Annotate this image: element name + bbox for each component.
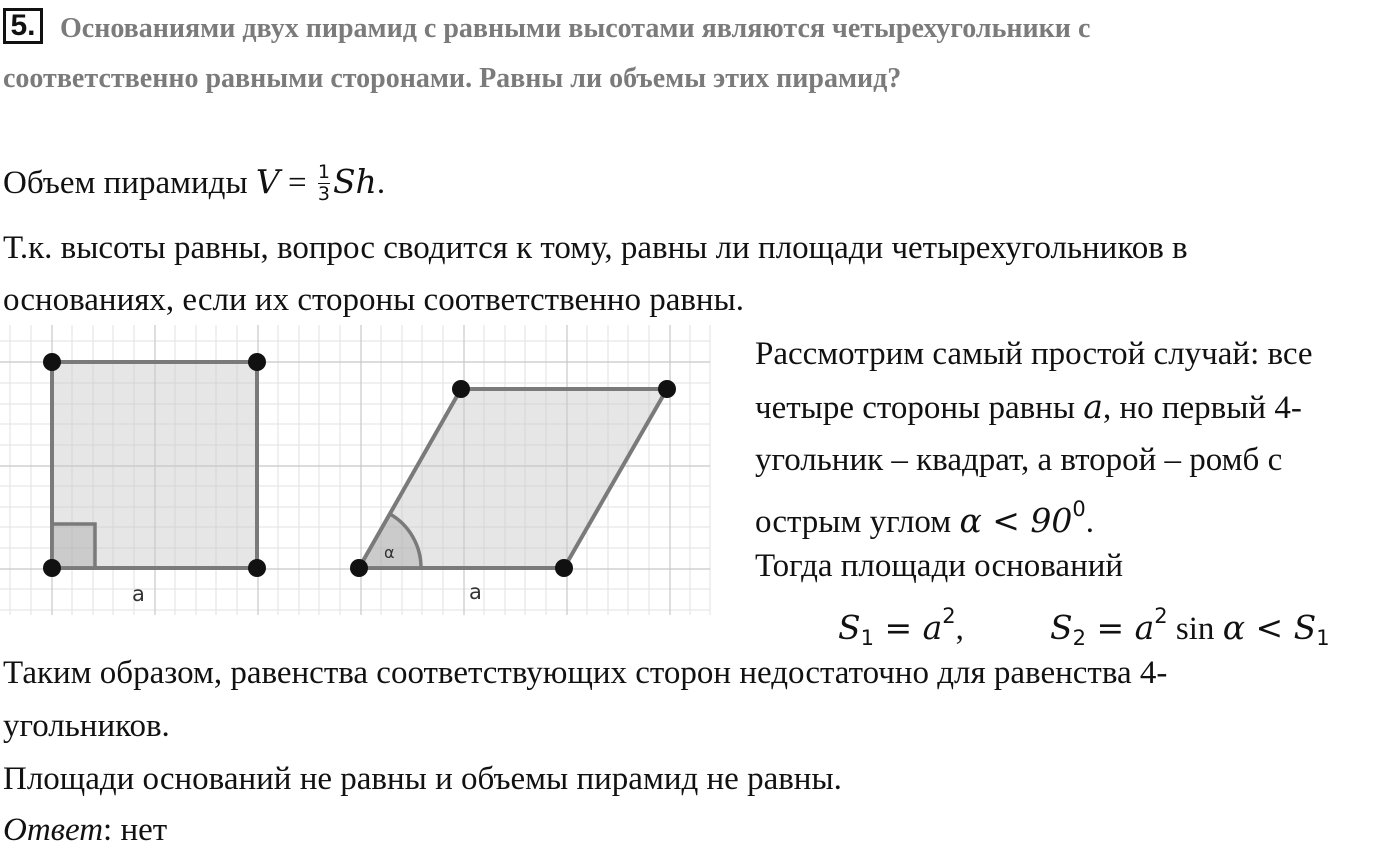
quadrilaterals-figure <box>0 325 715 615</box>
right-line2 <box>755 387 1302 428</box>
answer-value: нет <box>120 812 168 848</box>
s1-power: 2 <box>942 604 956 628</box>
s1-equals: = a <box>873 608 943 647</box>
volume-formula <box>3 162 385 207</box>
right-line2-b: , но первый 4- <box>1102 390 1302 426</box>
answer-colon: : <box>103 812 121 848</box>
right-line1: Рассмотрим самый простой случай: все <box>755 336 1313 372</box>
right-line4-b: . <box>1085 504 1094 540</box>
problem-number: 5. <box>3 8 43 44</box>
rhombus-vertex <box>658 380 676 398</box>
square-vertex <box>43 353 61 371</box>
problem-statement-line1: Основаниями двух пирамид с равными высотами являются четырехугольники с <box>60 13 1091 44</box>
rhombus-vertex <box>555 559 573 577</box>
right-line4 <box>755 493 1094 542</box>
answer-line <box>3 810 167 850</box>
s2-subscript: 2 <box>1072 626 1086 650</box>
square-vertex <box>43 559 61 577</box>
conclusion-line3: Площади оснований не равны и объемы пирамид не равны. <box>3 761 842 797</box>
volume-eq: = <box>279 165 315 201</box>
problem-statement-line2: соответственно равными сторонами. Равны ли объемы этих пирамид? <box>3 63 902 94</box>
degree-superscript: 0 <box>1072 497 1086 521</box>
s2-compare: α < S <box>1222 608 1317 647</box>
answer-label: Ответ <box>3 812 104 848</box>
square-side-label: a <box>132 582 145 606</box>
square-vertex <box>248 353 266 371</box>
right-line4-a: острым углом <box>755 504 960 540</box>
s2-power: 2 <box>1154 604 1168 628</box>
one-third-fraction <box>318 162 330 205</box>
angle-label: α <box>384 543 395 562</box>
reason-line2: основаниях, если их стороны соответственно равны. <box>3 282 745 318</box>
s1-symbol: S <box>838 608 861 647</box>
right-line2-a: четыре стороны равны <box>755 390 1084 426</box>
fraction-numerator: 1 <box>317 160 330 183</box>
s2-symbol: S <box>1050 608 1073 647</box>
conclusion-line2: угольников. <box>3 708 170 744</box>
volume-end: . <box>376 165 386 201</box>
fraction-denominator: 3 <box>317 182 330 205</box>
volume-prefix: Объем пирамиды <box>3 165 256 201</box>
sin-function: sin <box>1167 611 1223 647</box>
angle-condition: α < 90 <box>959 501 1073 540</box>
volume-lhs: V <box>255 162 280 201</box>
side-variable: a <box>1083 387 1103 426</box>
s2-equals: = a <box>1085 608 1155 647</box>
area-formula-s2 <box>1050 600 1330 658</box>
volume-rhs: Sh <box>332 162 377 201</box>
right-angle-marker <box>52 524 95 568</box>
right-line5: Тогда площади оснований <box>755 548 1124 584</box>
rhombus-vertex <box>452 380 470 398</box>
rhombus-vertex <box>350 559 368 577</box>
square-vertex <box>248 559 266 577</box>
conclusion-line1: Таким образом, равенства соответствующих сторон недостаточно для равенства 4- <box>3 655 1168 691</box>
rhombus-side-label: a <box>469 580 482 604</box>
area-formula-s1 <box>838 600 964 658</box>
s2-s1-subscript: 1 <box>1316 626 1330 650</box>
s1-comma: , <box>955 611 964 647</box>
reason-line1: Т.к. высоты равны, вопрос сводится к тому, равны ли площади четырехугольников в <box>3 230 1188 266</box>
right-line3: угольник – квадрат, а второй – ромб с <box>755 442 1283 478</box>
s1-subscript: 1 <box>860 626 874 650</box>
